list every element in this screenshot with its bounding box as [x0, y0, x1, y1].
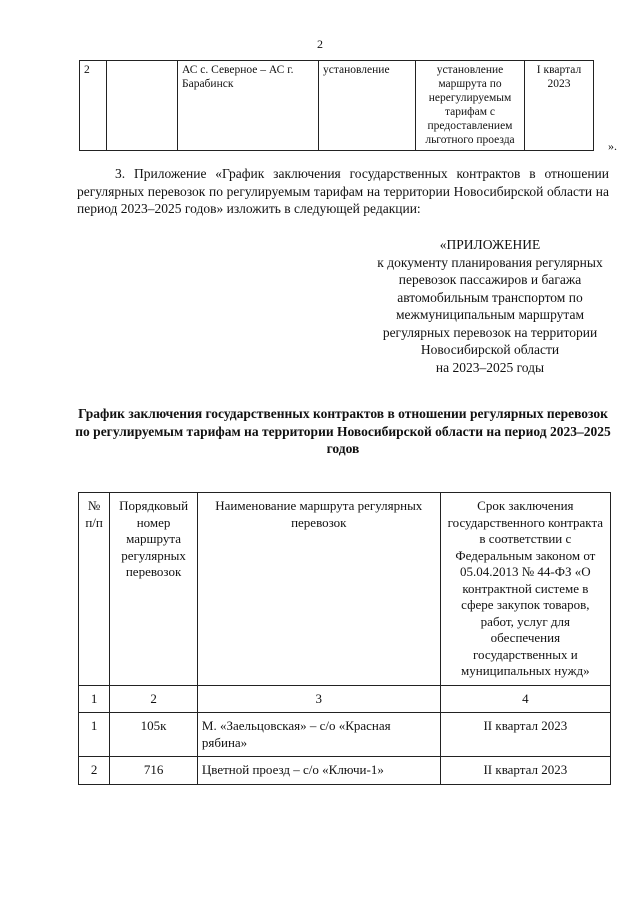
appendix-line: перевозок пассажиров и багажа [398, 272, 582, 287]
numbering-cell: 3 [197, 685, 440, 713]
page-number: 2 [317, 37, 323, 51]
appendix-block [340, 236, 640, 376]
row-route-number: 105к [110, 713, 198, 757]
header-no: № п/п [79, 493, 110, 686]
header-route-number: Порядковый номер маршрута регулярных перевозок [110, 493, 198, 686]
paragraph-text: 3. Приложение «График заключения государственных контрактов в отношении регулярных перевозок по регулируемым тарифам на территории Новосибирской области на период 2023–2025 годов» изложить в следующей редакции: [77, 166, 609, 216]
row-route-number: 716 [110, 757, 198, 785]
header-contract-term: Срок заключения государственного контракта в соответствии с Федеральным законом от 05.04.2013 № 44-ФЗ «О контрактной системе в сфере закупок товаров, работ, услуг для обеспечения государственных и муниципальных нужд» [440, 493, 610, 686]
row-route-name: Цветной проезд – с/о «Ключи-1» [197, 757, 440, 785]
cell-quarter: I квартал 2023 [525, 61, 594, 151]
table-row [80, 61, 594, 151]
appendix-line: Новосибирской области [420, 342, 560, 357]
schedule-heading: График заключения государственных контрактов в отношении регулярных перевозок по регулируемым тарифам на территории Новосибирской области на период 2023–2025 годов [75, 406, 611, 456]
row-no: 1 [79, 713, 110, 757]
header-route-name: Наименование маршрута регулярных перевозок [197, 493, 440, 686]
appendix-line: межмуниципальным маршрутам [395, 307, 584, 322]
appendix-line: автомобильным транспортом по [397, 289, 583, 305]
row-route-name: М. «Заельцовская» – с/о «Красная рябина» [197, 713, 440, 757]
closing-quote: ». [608, 139, 617, 153]
row-contract-term: II квартал 2023 [440, 713, 610, 757]
cell-route-no [107, 61, 178, 151]
amendment-paragraph [77, 165, 609, 218]
numbering-cell: 4 [440, 685, 610, 713]
cell-no: 2 [80, 61, 107, 151]
appendix-line: к документу планирования регулярных [377, 254, 603, 270]
table-numbering-row [79, 685, 611, 713]
cell-type: установление маршрута по нерегулируемым тарифам с предоставлением льготного проезда [416, 61, 525, 151]
appendix-line: регулярных перевозок на территории [382, 324, 598, 340]
numbering-cell: 1 [79, 685, 110, 713]
numbering-cell: 2 [110, 685, 198, 713]
row-contract-term: II квартал 2023 [440, 757, 610, 785]
table-row [79, 713, 611, 757]
appendix-line: на 2023–2025 годы [435, 359, 545, 375]
table-header-row [79, 493, 611, 686]
table-row [79, 757, 611, 785]
cell-action: установление [319, 61, 416, 151]
top-continuation-table [79, 60, 594, 151]
cell-route-name: АС с. Северное – АС г. Барабинск [178, 61, 319, 151]
row-no: 2 [79, 757, 110, 785]
schedule-table [78, 492, 611, 785]
appendix-title: «ПРИЛОЖЕНИЕ [439, 237, 541, 252]
